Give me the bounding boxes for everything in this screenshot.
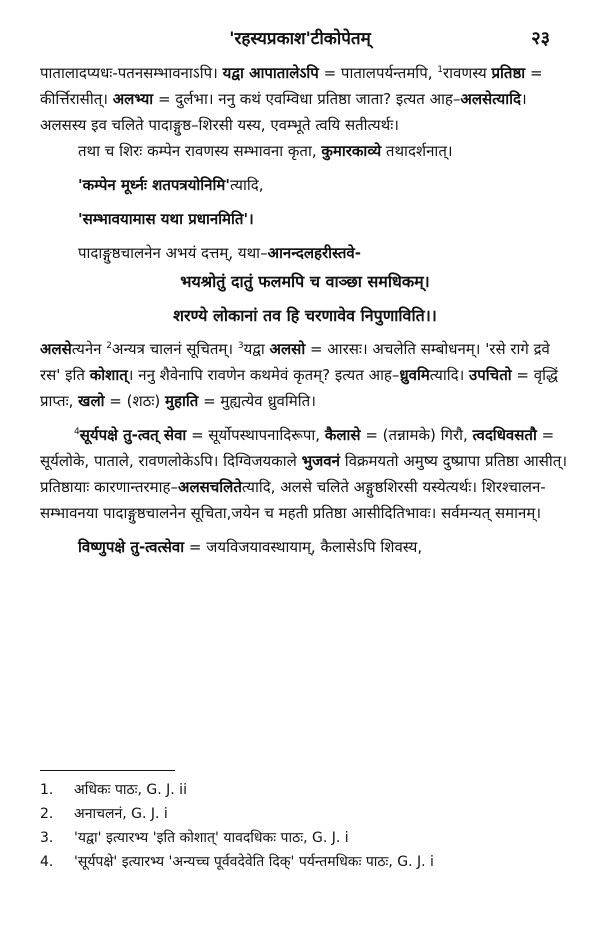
footnote-item <box>40 802 570 826</box>
bold-lemma: मुहाति <box>165 392 199 410</box>
text-span: = जयविजयावस्थायाम्, कैलासेऽपि शिवस्य, <box>184 538 423 556</box>
quote-text: 'कम्पेन मूर्ध्नः शतपत्रयोनिमि' <box>78 176 230 194</box>
paragraph-1 <box>40 60 570 138</box>
commentary-body <box>40 60 570 560</box>
paragraph-4 <box>40 336 570 414</box>
text-span: तथादर्शनात्। <box>381 142 453 160</box>
text-span: त्यादि, <box>229 176 264 194</box>
footnote-ref: 3 <box>237 341 244 351</box>
footnote-number: 2. <box>40 806 54 822</box>
text-span: = दुर्लभा। ननु कथं एवम्विधा प्रतिष्ठा जाता? इत्यत आह– <box>153 90 461 108</box>
bold-lemma: आनन्दलहरीस्तवे- <box>267 244 361 262</box>
footnote-text: अनाचलनं, G. J. i <box>74 806 168 822</box>
footnote-number: 1. <box>40 782 54 798</box>
page-number: २३ <box>531 28 550 49</box>
bold-lemma: अलसेत्यादि <box>460 90 521 108</box>
text-span: तथा च शिरः कम्पेन रावणस्य सम्भावना कृता, <box>78 142 322 160</box>
footnote-number: 3. <box>40 830 54 846</box>
footnote-ref: 4 <box>74 427 80 437</box>
paragraph-2 <box>40 138 570 164</box>
text-span: = पातालपर्यन्तमपि, <box>318 64 438 82</box>
bold-lemma: प्रतिष्ठा <box>491 64 526 82</box>
paragraph-5 <box>40 422 570 526</box>
bold-lemma: खलो <box>78 392 105 410</box>
text-span: पातालादप्यधः-पतनसम्भावनाऽपि। <box>40 64 218 82</box>
text-span: = सूर्यलोके, पाताले, रावणलोकेऽपि। दिग्विजयकाले <box>40 426 555 470</box>
text-span: = सूर्योपस्थापनादिरूपा, <box>186 426 325 444</box>
text-span: रावणस्य <box>442 64 492 82</box>
bold-lemma: विष्णुपक्षे तु-त्वत्सेवा <box>78 538 185 556</box>
running-title: 'रहस्यप्रकाश'टीकोपेतम् <box>229 29 371 49</box>
footnote-text: 'यद्वा' इत्यारभ्य 'इति कोशात्' यावदधिकः पाठः, G. J. i <box>74 830 349 846</box>
footnote-item <box>40 850 570 874</box>
footnote-item <box>40 826 570 850</box>
text-span: । अलसस्य इव चलिते पादाङ्गुष्ठ–शिरसी यस्य, एवम्भूते त्वयि सतीत्यर्थः। <box>40 90 527 134</box>
text-span: त्यादि, अलसे चलिते अङ्गुष्ठशिरसी यस्येत्यर्थः। शिरश्चालन-सम्भावनया पादाङ्गुष्ठचालनेन सूचिता,जयेन च महती प्रतिष्ठा आसीदितिभावः। सर्वमन्यत् समानम्। <box>40 478 546 522</box>
text-span: = (शठः) <box>104 392 166 410</box>
quote-line-2: 'सम्भावयामास यथा प्रधानमिति'। <box>78 210 254 228</box>
footnote-text: 'सूर्यपक्षे' इत्यारभ्य 'अन्यच्च पूर्ववदेवेति दिक्' पर्यन्तमधिकः पाठः, G. J. i <box>74 854 434 870</box>
text-span: अन्यत्र चालनं सूचितम्। <box>111 340 238 358</box>
text-span: = आरसः। अचलेति सम्बोधनम्। 'रसे रागे द्रवे रस' इति <box>40 340 550 384</box>
bold-lemma: उपचितो <box>469 366 512 384</box>
bold-lemma: कोशात् <box>89 366 128 384</box>
text-span: = कीर्त्तिरासीत्। <box>40 64 543 108</box>
bold-lemma: अलभ्या <box>112 90 154 108</box>
footnote-ref: 2 <box>106 341 112 351</box>
bold-lemma: अलसो <box>269 340 306 358</box>
footnote-number: 4. <box>40 854 54 870</box>
text-span: = वृद्धिं प्राप्तः, <box>40 366 558 410</box>
text-span: = मुह्यत्येव ध्रुवमिति। <box>198 392 316 410</box>
text-span: त्यनेन <box>71 340 107 358</box>
bold-lemma: कुमारकाव्ये <box>321 142 382 160</box>
quote-line-1 <box>78 172 570 198</box>
bold-lemma: यद्वा आपातालेऽपि <box>222 64 319 82</box>
bold-lemma: अलसचलिते <box>177 478 242 496</box>
footnote-ref: 1 <box>437 65 443 75</box>
footnotes <box>40 778 570 874</box>
text-span: विक्रमयतो अमुष्य दुष्प्रापा प्रतिष्ठा आसीत्। प्रतिष्ठायाः कारणान्तरमाह– <box>40 452 567 496</box>
footnote-item <box>40 778 570 802</box>
text-span: त्यादि। <box>429 366 470 384</box>
paragraph-3 <box>40 240 570 266</box>
bold-lemma: ध्रुवमि <box>399 366 430 384</box>
paragraph-6 <box>40 534 570 560</box>
footnote-text: अधिकः पाठः, G. J. ii <box>74 782 187 798</box>
page-header <box>0 26 600 56</box>
text-span: = (तन्नामके) गिरौ, <box>360 426 473 444</box>
bold-lemma: सूर्यपक्षे तु-त्वत् सेवा <box>79 426 187 444</box>
footnote-divider <box>40 770 175 771</box>
bold-lemma: भुजवनं <box>301 452 340 470</box>
verse-line-2: शरण्ये लोकानां तव हि चरणावेव निपुणाविति।। <box>173 306 437 325</box>
verse-line-1: भयश्रोतुं दातुं फलमपि च वाञ्छा समधिकम्। <box>180 272 430 291</box>
text-span: पादाङ्गुष्ठचालनेन अभयं दत्तम्, यथा– <box>78 244 268 262</box>
text-span: । ननु शैवेनापि रावणेन कथमेवं कृतम्? इत्यत आह– <box>127 366 400 384</box>
bold-lemma: अलसे <box>40 340 72 358</box>
text-span: यद्वा <box>243 340 270 358</box>
bold-lemma: त्वदधिवसतौ <box>472 426 537 444</box>
bold-lemma: कैलासे <box>324 426 361 444</box>
